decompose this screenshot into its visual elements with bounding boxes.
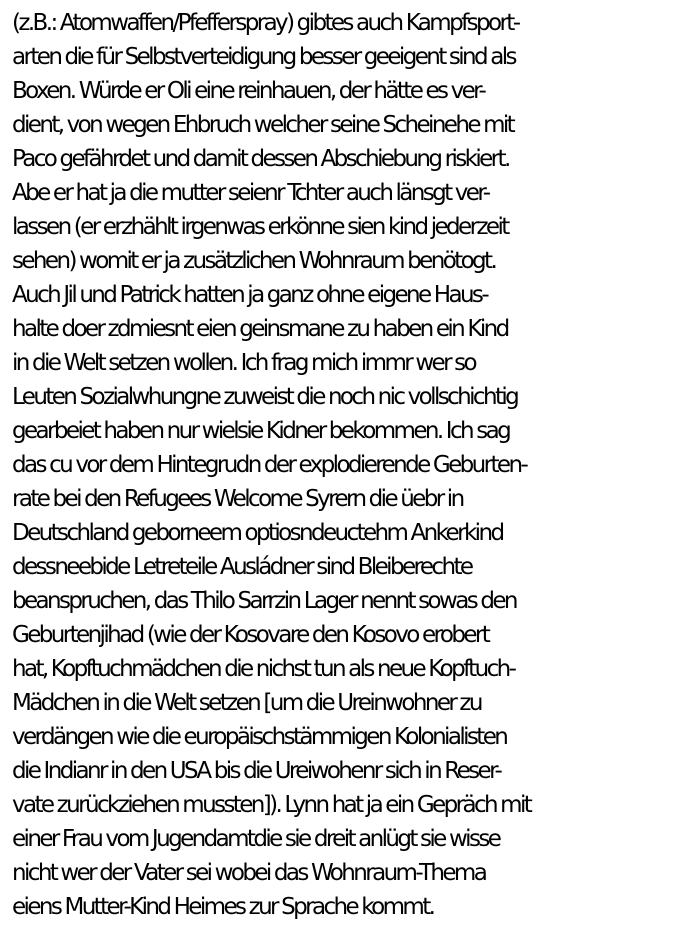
text-line: Paco gefährdet und damit dessen Abschiebung riskiert. (12, 146, 509, 172)
text-line: Boxen. Würde er Oli eine reinhauen, der hätte es ver- (12, 78, 485, 104)
text-line: Auch Jil und Patrick hatten ja ganz ohne eigene Haus- (12, 282, 488, 308)
text-line: nicht wer der Vater sei wobei das Wohnraum-Thema (12, 860, 486, 886)
text-line: dient, von wegen Ehbruch welcher seine Scheinehe mit (12, 112, 514, 138)
text-line: verdängen wie die europäischstämmigen Kolonialisten (12, 724, 507, 750)
text-line: dessneebide Letreteile Ausládner sind Bleiberechte (12, 554, 472, 580)
text-line: vate zurückziehen mussten]). Lynn hat ja ein Gepräch mit (12, 792, 531, 818)
text-line: sehen) womit er ja zusätzlichen Wohnraum benötogt. (12, 248, 496, 274)
text-line: hat, Kopftuchmädchen die nichst tun als neue Kopftuch- (12, 656, 515, 682)
text-line: eiens Mutter-Kind Heimes zur Sprache kommt. (12, 894, 434, 920)
text-line: einer Frau vom Jugendamtdie sie dreit anlügt sie wisse (12, 826, 500, 852)
text-line: Geburtenjihad (wie der Kosovare den Kosovo erobert (12, 622, 489, 648)
text-line: die Indianr in den USA bis die Ureiwohenr sich in Reser- (12, 758, 501, 784)
text-line: das cu vor dem Hintegrudn der explodierende Geburten- (12, 452, 527, 478)
text-line: halte doer zdmiesnt eien geinsmane zu haben ein Kind (12, 316, 508, 342)
text-line: Deutschland geborneem optiosndeuctehm Ankerkind (12, 520, 503, 546)
text-line: (z.B.: Atomwaffen/Pfefferspray) gibtes auch Kampfsport- (12, 10, 519, 36)
text-line: Leuten Sozialwhungne zuweist die noch nic vollschichtig (12, 384, 518, 410)
text-line: gearbeiet haben nur wielsie Kidner bekommen. Ich sag (12, 418, 510, 444)
text-line: in die Welt setzen wollen. Ich frag mich immr wer so (12, 350, 476, 376)
text-line: arten die für Selbstverteidigung besser geeigent sind als (12, 44, 515, 70)
text-line: rate bei den Refugees Welcome Syrern die üebr in (12, 486, 463, 512)
document-page (12, 6, 680, 924)
text-line: Mädchen in die Welt setzen [um die Ureinwohner zu (12, 690, 481, 716)
text-line: beanspruchen, das Thilo Sarrzin Lager nennt sowas den (12, 588, 516, 614)
text-line: Abe er hat ja die mutter seienr Tchter auch länsgt ver- (12, 180, 489, 206)
text-line: lassen (er erzhählt irgenwas erkönne sien kind jederzeit (12, 214, 508, 240)
